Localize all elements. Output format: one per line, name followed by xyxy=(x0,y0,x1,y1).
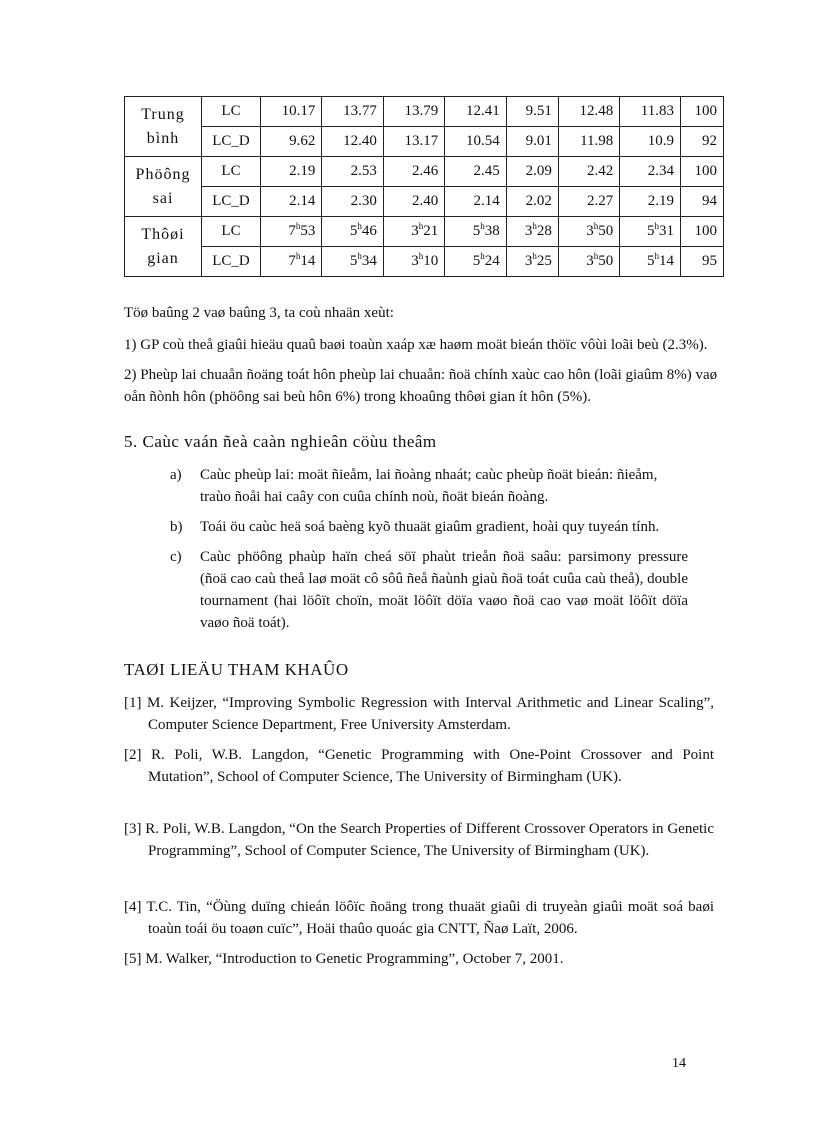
value-cell: 7$^h$14 xyxy=(261,247,322,277)
reference-1: [1] M. Keijzer, “Improving Symbolic Regression with Interval Arithmetic and Linear Scaling”, Computer Science Department, Free University Amsterdam. xyxy=(124,695,714,733)
table-row xyxy=(125,157,724,187)
method-cell: LC_D xyxy=(202,127,261,157)
value-cell: 5$^h$24 xyxy=(445,247,506,277)
value-cell: 2.14 xyxy=(261,187,322,217)
value-cell: 13.77 xyxy=(322,97,383,127)
value-cell: 3$^h$10 xyxy=(383,247,444,277)
value-cell: 2.53 xyxy=(322,157,383,187)
list-marker: c) xyxy=(170,549,182,565)
value-cell: 2.30 xyxy=(322,187,383,217)
value-cell: 12.48 xyxy=(558,97,619,127)
observation-2: 2) Pheùp lai chuaån ñoäng toát hôn pheùp lai chuaån: ñoä chính xaùc cao hôn (loãi giaûm 8%) vaø oån ñònh hôn (phöông sai beù hôn 6%) trong khoaûng thôøi gian ít hôn (5%). xyxy=(124,367,718,405)
value-cell: 5$^h$14 xyxy=(620,247,681,277)
value-cell: 13.17 xyxy=(383,127,444,157)
value-cell: 3$^h$50 xyxy=(558,217,619,247)
value-cell: 2.34 xyxy=(620,157,681,187)
group-label-line: gian xyxy=(147,249,179,267)
value-cell: 9.62 xyxy=(261,127,322,157)
value-cell: 5$^h$31 xyxy=(620,217,681,247)
value-cell: 2.02 xyxy=(506,187,558,217)
page-number: 14 xyxy=(672,1056,686,1071)
value-cell: 9.01 xyxy=(506,127,558,157)
table-row xyxy=(125,187,724,217)
reference-2: [2] R. Poli, W.B. Langdon, “Genetic Programming with One-Point Crossover and Point Mutation”, School of Computer Science, The University of Birmingham (UK). xyxy=(124,747,714,785)
group-label xyxy=(125,217,202,277)
list-item-text: Caùc pheùp lai: moät ñieåm, lai ñoàng nhaát; caùc pheùp ñoät bieán: ñieåm, traùo ñoåi hai caây con cuûa chính noù, ñoät bieán ñoàng. xyxy=(200,467,658,505)
section-5-title: 5. Caùc vaán ñeà caàn nghieân cöùu theâm xyxy=(124,432,437,451)
value-cell: 10.9 xyxy=(620,127,681,157)
table-row xyxy=(125,217,724,247)
value-cell: 5$^h$46 xyxy=(322,217,383,247)
value-cell: 2.40 xyxy=(383,187,444,217)
rate-cell: 100 xyxy=(681,217,724,247)
method-cell: LC xyxy=(202,157,261,187)
method-cell: LC_D xyxy=(202,247,261,277)
value-cell: 11.98 xyxy=(558,127,619,157)
rate-cell: 92 xyxy=(681,127,724,157)
method-cell: LC xyxy=(202,97,261,127)
value-cell: 9.51 xyxy=(506,97,558,127)
value-cell: 10.54 xyxy=(445,127,506,157)
list-item-text: Caùc phöông phaùp haïn cheá söï phaùt trieån ñoä saâu: parsimony pressure (ñoä cao caù theå laø moät cô sôû ñeå ñaùnh giaù ñoä toát cuûa caù theå), double tournament (hai löôït choïn, moät löôït döïa vaøo ñoä cao vaø moät löôït döïa vaøo ñoä toát). xyxy=(200,549,688,631)
method-cell: LC_D xyxy=(202,187,261,217)
reference-5: [5] M. Walker, “Introduction to Genetic Programming”, October 7, 2001. xyxy=(124,951,564,967)
value-cell: 2.09 xyxy=(506,157,558,187)
table-row xyxy=(125,97,724,127)
list-item-b xyxy=(170,516,688,538)
value-cell: 5$^h$34 xyxy=(322,247,383,277)
value-cell: 12.41 xyxy=(445,97,506,127)
value-cell: 2.19 xyxy=(620,187,681,217)
group-label xyxy=(125,157,202,217)
value-cell: 3$^h$25 xyxy=(506,247,558,277)
value-cell: 3$^h$28 xyxy=(506,217,558,247)
rate-cell: 100 xyxy=(681,157,724,187)
rate-cell: 94 xyxy=(681,187,724,217)
table-row xyxy=(125,247,724,277)
intro-text: Töø baûng 2 vaø baûng 3, ta coù nhaän xeùt: xyxy=(124,305,394,321)
list-marker: b) xyxy=(170,519,183,535)
value-cell: 5$^h$38 xyxy=(445,217,506,247)
value-cell: 2.46 xyxy=(383,157,444,187)
value-cell: 2.45 xyxy=(445,157,506,187)
value-cell: 3$^h$21 xyxy=(383,217,444,247)
rate-cell: 95 xyxy=(681,247,724,277)
rate-cell: 100 xyxy=(681,97,724,127)
list-item-c xyxy=(170,546,688,634)
results-table-body xyxy=(125,97,724,277)
group-label-line: Trung xyxy=(141,105,185,123)
results-table xyxy=(124,96,724,277)
value-cell: 2.42 xyxy=(558,157,619,187)
value-cell: 7$^h$53 xyxy=(261,217,322,247)
list-marker: a) xyxy=(170,467,182,483)
value-cell: 2.19 xyxy=(261,157,322,187)
observation-1: 1) GP coù theå giaûi hieäu quaû baøi toaùn xaáp xæ haøm moät bieán thöïc vôùi loãi beù (2.3%). xyxy=(124,337,708,353)
list-item-text: Toái öu caùc heä soá baèng kyõ thuaät giaûm gradient, hoài quy tuyeán tính. xyxy=(200,519,660,535)
value-cell: 10.17 xyxy=(261,97,322,127)
value-cell: 12.40 xyxy=(322,127,383,157)
method-cell: LC xyxy=(202,217,261,247)
table-row xyxy=(125,127,724,157)
list-item-a xyxy=(170,464,688,508)
group-label-line: bình xyxy=(146,129,180,147)
reference-4: [4] T.C. Tin, “Öùng duïng chieán löôïc ñoäng trong thuaät giaûi di truyeàn giaûi moät soá baøi toaùn toái öu toaøn cuïc”, Hoäi thaûo quoác gia CNTT, Ñaø Laït, 2006. xyxy=(124,899,714,937)
references-title: TAØI LIEÄU THAM KHAÛO xyxy=(124,660,349,679)
group-label xyxy=(125,97,202,157)
group-label-line: sai xyxy=(152,189,174,207)
group-label-line: Thôøi xyxy=(141,225,185,243)
value-cell: 3$^h$50 xyxy=(558,247,619,277)
value-cell: 2.14 xyxy=(445,187,506,217)
reference-3: [3] R. Poli, W.B. Langdon, “On the Search Properties of Different Crossover Operators in Genetic Programming”, School of Computer Science, The University of Birmingham (UK). xyxy=(124,821,714,859)
value-cell: 13.79 xyxy=(383,97,444,127)
group-label-line: Phöông xyxy=(135,165,191,183)
value-cell: 11.83 xyxy=(620,97,681,127)
value-cell: 2.27 xyxy=(558,187,619,217)
